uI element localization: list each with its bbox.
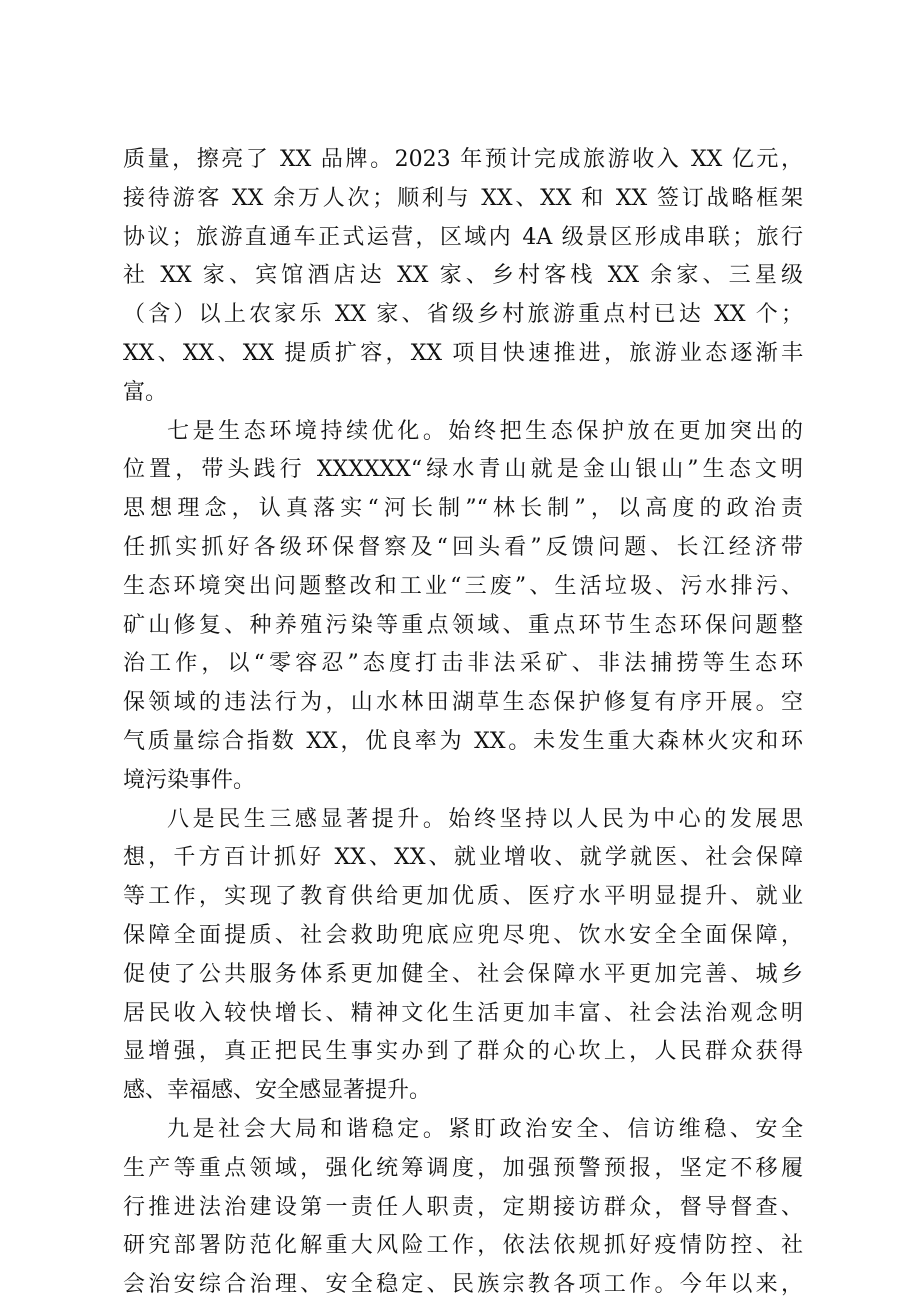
- text-line: 质量，擦亮了 XX 品牌。2023 年预计完成旅游收入 XX 亿元，: [123, 147, 803, 172]
- text-line: 行推进法治建设第一责任人职责，定期接访群众，督导督查、: [123, 1194, 803, 1220]
- paragraph-start-line: 八是民生三感显著提升。始终坚持以人民为中心的发展思: [167, 806, 803, 832]
- text-line: 想，千方百计抓好 XX、XX、就业增收、就学就医、社会保障: [123, 845, 803, 871]
- text-line: 居民收入较快增长、精神文化生活更加丰富、社会法治观念明: [123, 1000, 803, 1026]
- text-line: 保障全面提质、社会救助兜底应兜尽兜、饮水安全全面保障，: [123, 922, 803, 948]
- text-line: 研究部署防范化解重大风险工作，依法依规抓好疫情防控、社: [123, 1233, 803, 1259]
- text-line: 气质量综合指数 XX，优良率为 XX。未发生重大森林火灾和环: [123, 728, 803, 754]
- text-line: 富。: [123, 379, 168, 405]
- text-line: 感、幸福感、安全感显著提升。: [123, 1078, 432, 1104]
- text-line: 任抓实抓好各级环保督察及“回头看”反馈问题、长江经济带: [123, 534, 803, 560]
- text-line: 位置，带头践行 XXXXXX“绿水青山就是金山银山”生态文明: [123, 457, 803, 483]
- text-line: 生产等重点领域，强化统筹调度，加强预警预报，坚定不移履: [123, 1155, 803, 1181]
- text-line: 保领域的违法行为，山水林田湖草生态保护修复有序开展。空: [123, 690, 803, 716]
- text-line: 显增强，真正把民生事实办到了群众的心坎上，人民群众获得: [123, 1039, 803, 1065]
- text-line: 协议；旅游直通车正式运营，区域内 4A 级景区形成串联；旅行: [123, 224, 803, 250]
- paragraph-start-line: 七是生态环境持续优化。始终把生态保护放在更加突出的: [167, 418, 803, 444]
- paragraph-start-line: 九是社会大局和谐稳定。紧盯政治安全、信访维稳、安全: [167, 1116, 803, 1142]
- text-line: 治工作，以“零容忍”态度打击非法采矿、非法捕捞等生态环: [123, 651, 803, 677]
- text-line: 社 XX 家、宾馆酒店达 XX 家、乡村客栈 XX 余家、三星级: [123, 263, 803, 289]
- text-line: 境污染事件。: [123, 767, 256, 793]
- text-line: 会治安综合治理、安全稳定、民族宗教各项工作。今年以来，: [123, 1272, 803, 1298]
- text-line: （含）以上农家乐 XX 家、省级乡村旅游重点村已达 XX 个；: [123, 302, 803, 328]
- text-line: 矿山修复、种养殖污染等重点领域、重点环节生态环保问题整: [123, 612, 803, 638]
- text-line: 生态环境突出问题整改和工业“三废”、生活垃圾、污水排污、: [123, 573, 803, 599]
- text-line: 等工作，实现了教育供给更加优质、医疗水平明显提升、就业: [123, 884, 803, 910]
- text-line: 接待游客 XX 余万人次；顺利与 XX、XX 和 XX 签订战略框架: [123, 185, 803, 211]
- text-line: 促使了公共服务体系更加健全、社会保障水平更加完善、城乡: [123, 961, 803, 987]
- body-text: [123, 141, 803, 1305]
- text-line: 思想理念，认真落实“河长制”“林长制”，以高度的政治责: [123, 496, 803, 522]
- text-line: XX、XX、XX 提质扩容，XX 项目快速推进，旅游业态逐渐丰: [123, 340, 803, 366]
